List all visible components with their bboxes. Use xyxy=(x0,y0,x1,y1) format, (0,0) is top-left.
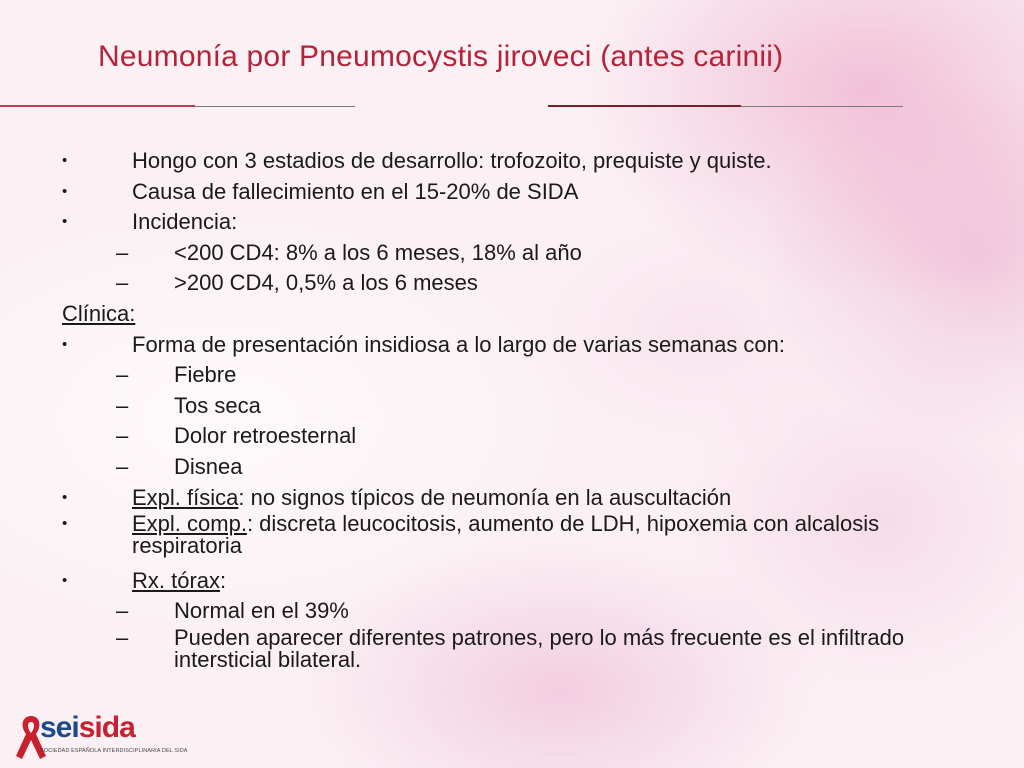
sub-bullet-item xyxy=(62,360,962,391)
dash-marker: – xyxy=(116,624,129,650)
bullet-item xyxy=(62,146,962,177)
sub-bullet-item xyxy=(62,268,962,299)
slide-body xyxy=(62,146,962,680)
bullet-text: : xyxy=(220,567,227,593)
bullet-text: : no signos típicos de neumonía en la auscultación xyxy=(238,484,732,510)
bullet-item xyxy=(62,330,962,361)
bullet-marker: • xyxy=(62,152,68,169)
bullet-marker: • xyxy=(62,488,68,506)
bullet-label: Expl. comp. xyxy=(132,511,247,537)
bullet-text: Incidencia: xyxy=(132,209,238,235)
dash-marker: – xyxy=(116,423,129,449)
title-divider-segment xyxy=(548,105,741,107)
bullet-text: Causa de fallecimiento en el 15-20% de SIDA xyxy=(132,178,579,204)
bullet-marker: • xyxy=(62,515,68,533)
bullet-item xyxy=(62,513,962,566)
bullet-text: Hongo con 3 estadios de desarrollo: trofozoito, prequiste y quiste. xyxy=(132,148,772,173)
logo-sida: sida xyxy=(78,711,135,744)
bullet-item xyxy=(62,483,962,514)
sub-bullet-text: >200 CD4, 0,5% a los 6 meses xyxy=(174,270,478,296)
sub-bullet-item xyxy=(62,624,962,680)
sub-bullet-item xyxy=(62,391,962,422)
dash-marker: – xyxy=(116,362,129,388)
sub-bullet-text: Tos seca xyxy=(174,392,261,418)
bullet-item xyxy=(62,207,962,238)
sub-bullet-text: Disnea xyxy=(174,453,243,479)
title-divider-segment xyxy=(0,105,195,107)
slide-title: Neumonía por Pneumocystis jiroveci (antes carinii) xyxy=(98,40,784,73)
bullet-text: Forma de presentación insidiosa a lo largo de varias semanas con: xyxy=(132,331,786,357)
sub-bullet-item xyxy=(62,238,962,269)
dash-marker: – xyxy=(116,239,129,265)
bullet-item xyxy=(62,177,962,208)
bullet-marker: • xyxy=(62,571,68,589)
dash-marker: – xyxy=(116,392,129,418)
bullet-label: Rx. tórax xyxy=(132,567,221,593)
sub-bullet-text: Dolor retroesternal xyxy=(174,423,357,449)
logo-sei: sei xyxy=(40,711,79,744)
sub-bullet-item xyxy=(62,421,962,452)
title-divider-segment xyxy=(195,106,355,107)
bullet-marker: • xyxy=(62,213,68,231)
bullet-marker: • xyxy=(62,335,68,353)
sub-bullet-text: <200 CD4: 8% a los 6 meses, 18% al año xyxy=(174,239,582,265)
sub-bullet-item xyxy=(62,452,962,483)
seisida-logo xyxy=(10,708,188,764)
section-heading-text: Clínica: xyxy=(62,300,136,326)
logo-subtitle: SOCIEDAD ESPAÑOLA INTERDISCIPLINARIA DEL SIDA xyxy=(40,748,188,754)
dash-marker: – xyxy=(116,453,129,479)
sub-bullet-text: Fiebre xyxy=(174,362,237,388)
bullet-label: Expl. física xyxy=(132,484,239,510)
bullet-marker: • xyxy=(62,182,68,200)
title-divider-segment xyxy=(741,106,903,107)
sub-bullet-text: Pueden aparecer diferentes patrones, pero lo más frecuente es el infiltrado intersticial bilateral. xyxy=(174,624,905,672)
sub-bullet-text: Normal en el 39% xyxy=(174,598,349,624)
bullet-item xyxy=(62,566,962,597)
dash-marker: – xyxy=(116,598,129,624)
bullet-text: : discreta leucocitosis, aumento de LDH, hipoxemia con alcalosis respiratoria xyxy=(132,511,880,559)
sub-bullet-item xyxy=(62,596,962,627)
dash-marker: – xyxy=(116,270,129,296)
logo-wordmark xyxy=(40,712,135,744)
section-heading xyxy=(62,299,962,330)
